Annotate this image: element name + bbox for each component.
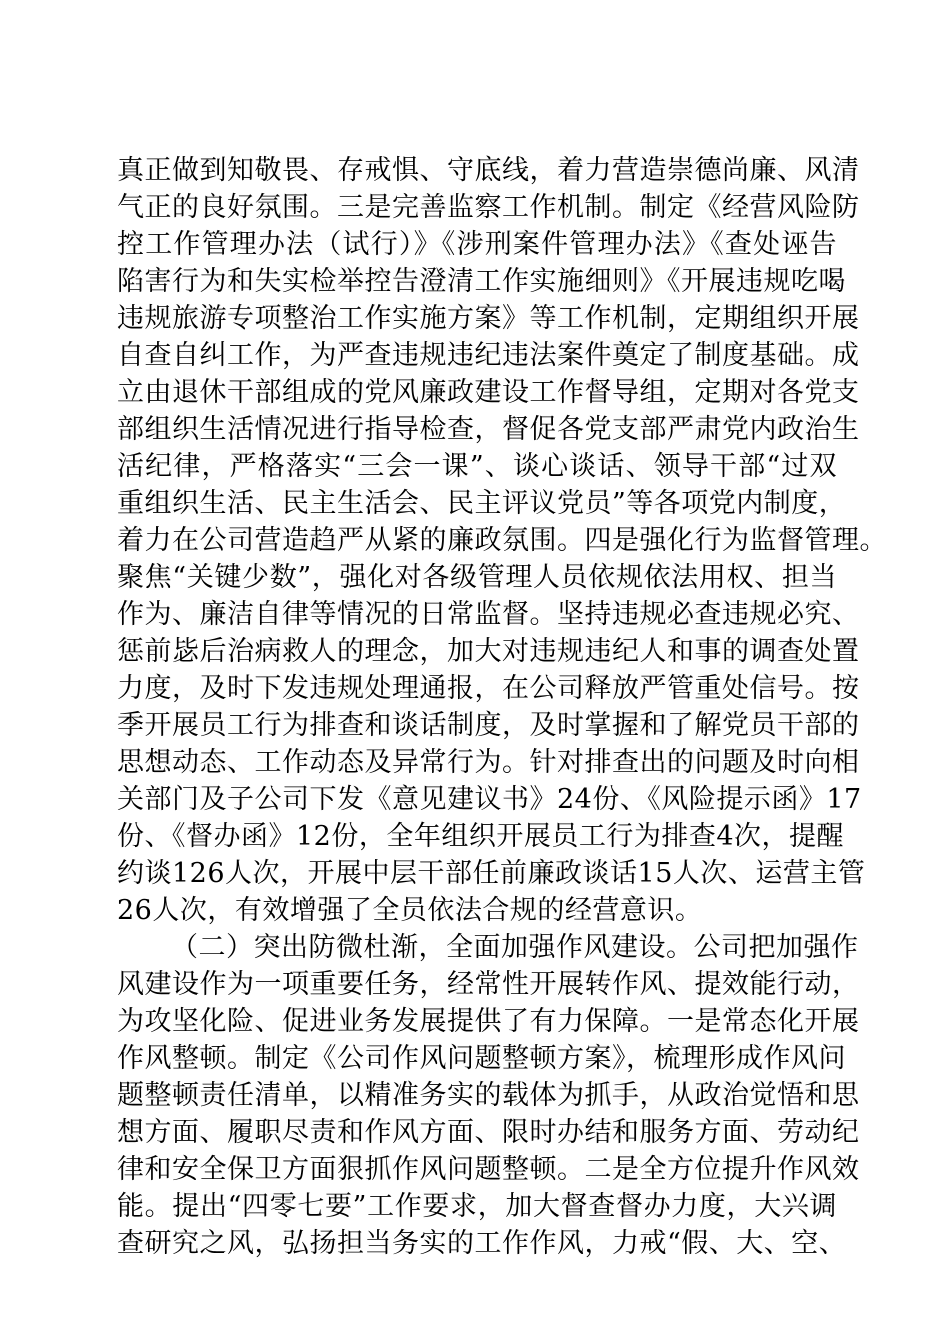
text-line-23: 风建设作为一项重要任务，经常性开展转作风、提效能行动， [117, 969, 860, 1000]
text-line-1: 真正做到知敬畏、存戒惧、守底线，着力营造崇德尚廉、风清 [117, 155, 860, 186]
text-line-8: 部组织生活情况进行指导检查，督促各党支部严肃党内政治生 [117, 414, 860, 445]
text-line-28: 律和安全保卫方面狠抓作风问题整顿。二是全方位提升作风效 [117, 1154, 860, 1185]
text-line-24: 为攻坚化险、促进业务发展提供了有力保障。一是常态化开展 [117, 1006, 860, 1037]
text-line-9: 活纪律，严格落实“三会一课”、谈心谈话、领导干部“过双 [117, 451, 837, 482]
text-line-29: 能。提出“四零七要”工作要求，加大督查督办力度，大兴调 [117, 1191, 837, 1222]
text-line-5: 违规旅游专项整治工作实施方案》等工作机制，定期组织开展 [117, 303, 860, 334]
text-line-4: 陷害行为和失实检举控告澄清工作实施细则》《开展违规吃喝 [117, 266, 846, 297]
text-line-13: 作为、廉洁自律等情况的日常监督。坚持违规必查违规必究、 [117, 599, 860, 630]
text-line-2: 气正的良好氛围。三是完善监察工作机制。制定《经营风险防 [117, 192, 860, 223]
text-line-26: 题整顿责任清单，以精准务实的载体为抓手，从政治觉悟和思 [117, 1080, 860, 1111]
text-line-6: 自查自纠工作，为严查违规违纪违法案件奠定了制度基础。成 [117, 340, 860, 371]
text-line-14: 惩前毖后治病救人的理念，加大对违规违纪人和事的调查处置 [117, 636, 860, 667]
text-line-16: 季开展员工行为排查和谈话制度，及时掌握和了解党员干部的 [117, 710, 860, 741]
text-line-25: 作风整顿。制定《公司作风问题整顿方案》，梳理形成作风问 [117, 1043, 846, 1074]
section-heading-line: （二）突出防微杜渐，全面加强作风建设。公司把加强作 [171, 932, 859, 963]
text-line-15: 力度，及时下发违规处理通报，在公司释放严管重处信号。按 [117, 673, 860, 704]
text-line-3: 控工作管理办法（试行）》《涉刑案件管理办法》《查处诬告 [117, 229, 837, 260]
text-line-12: 聚焦“关键少数”，强化对各级管理人员依规依法用权、担当 [117, 562, 837, 593]
text-line-17: 思想动态、工作动态及异常行为。针对排查出的问题及时向相 [117, 747, 860, 778]
text-line-11: 着力在公司营造趋严从紧的廉政氛围。四是强化行为监督管理。 [117, 525, 887, 556]
body-text [117, 152, 887, 1262]
text-line-20: 约谈126人次，开展中层干部任前廉政谈话15人次、运营主管 [117, 858, 866, 889]
text-line-21: 26人次，有效增强了全员依法合规的经营意识。 [117, 895, 703, 926]
text-line-10: 重组织生活、民主生活会、民主评议党员”等各项党内制度， [117, 488, 847, 519]
text-line-18: 关部门及子公司下发《意见建议书》24份、《风险提示函》17 [117, 784, 862, 815]
text-line-30: 查研究之风，弘扬担当务实的工作作风，力戒“假、大、空、 [117, 1228, 847, 1259]
text-line-27: 想方面、履职尽责和作风方面、限时办结和服务方面、劳动纪 [117, 1117, 860, 1148]
text-line-19: 份、《督办函》12份，全年组织开展员工行为排查4次，提醒 [117, 821, 845, 852]
text-line-7: 立由退休干部组成的党风廉政建设工作督导组，定期对各党支 [117, 377, 860, 408]
